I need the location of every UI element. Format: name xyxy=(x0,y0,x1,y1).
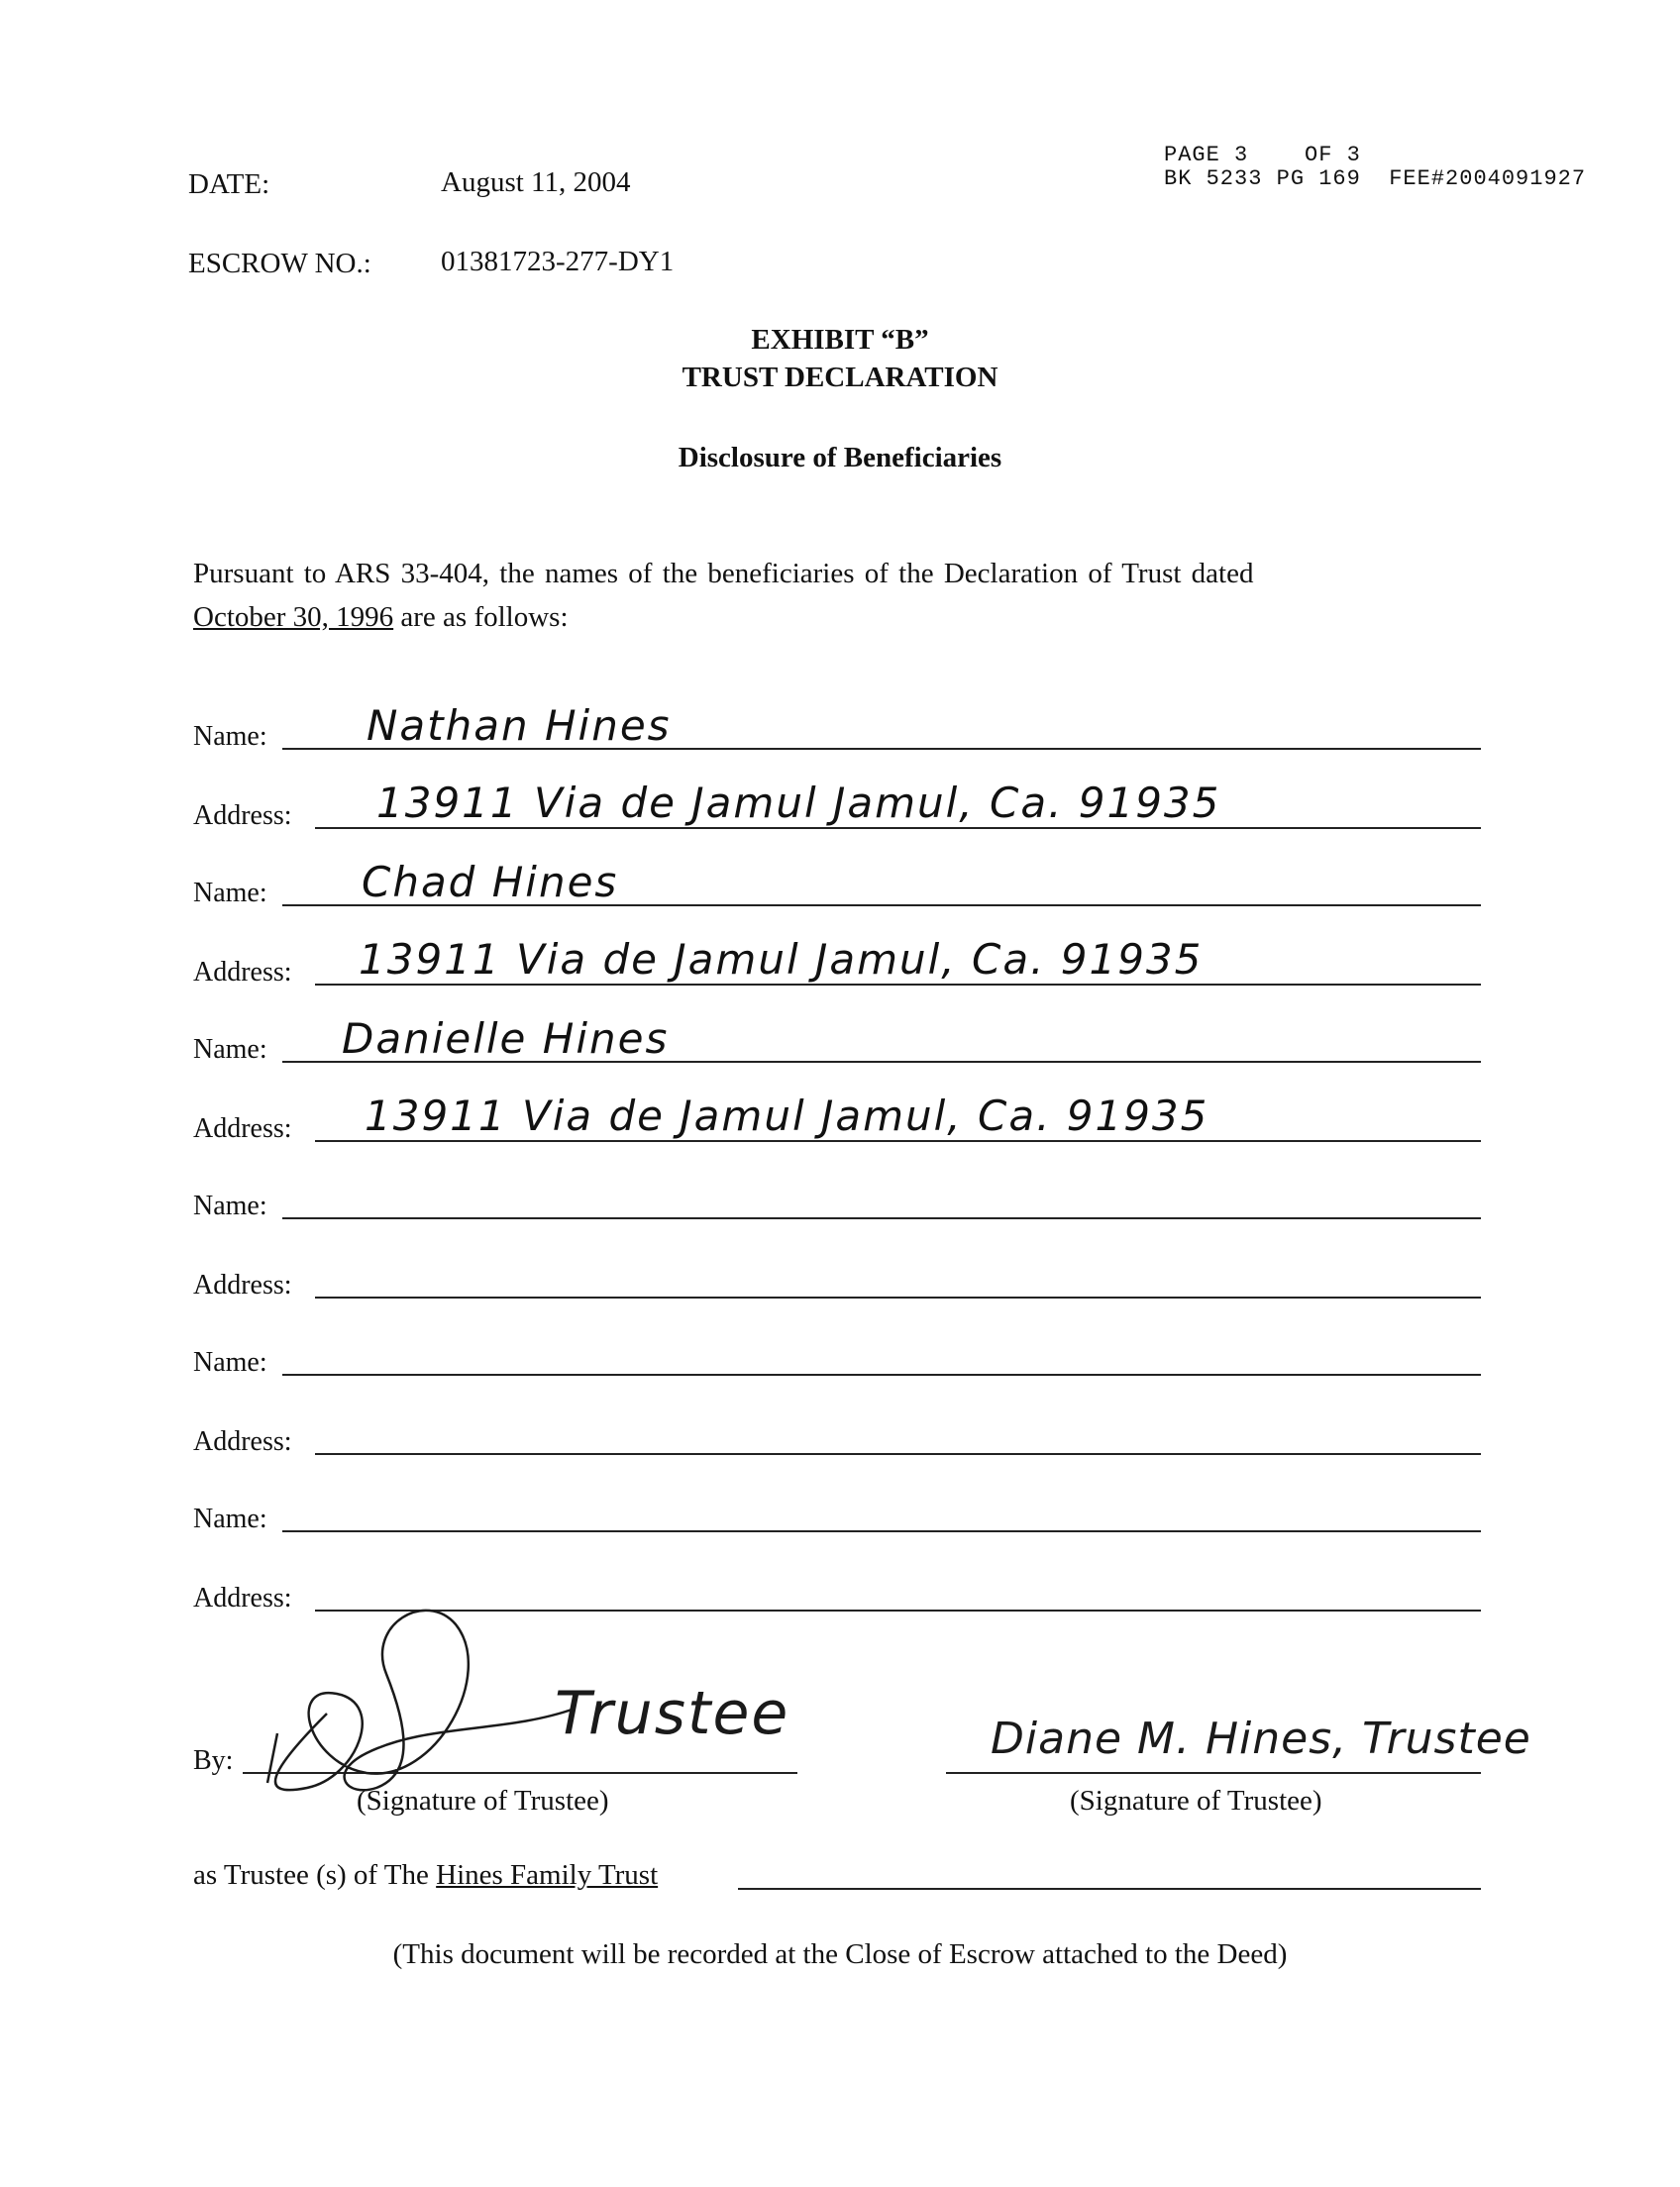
trust-line-text xyxy=(193,1859,658,1892)
beneficiary-address-2: 13911 Via de Jamul Jamul, Ca. 91935 xyxy=(359,935,1204,984)
beneficiary-name-3: Danielle Hines xyxy=(342,1014,670,1063)
intro-line-1: Pursuant to ARS 33-404, the names of the beneficiaries of the Declaration of Trust dated xyxy=(193,558,1254,589)
name-label-4: Name: xyxy=(193,1191,267,1221)
address-line-4 xyxy=(315,1297,1481,1299)
name-label-2: Name: xyxy=(193,878,267,908)
declaration-title: TRUST DECLARATION xyxy=(682,362,998,393)
escrow-value: 01381723-277-DY1 xyxy=(441,246,675,277)
left-signature-text: Trustee xyxy=(555,1679,790,1748)
name-label-1: Name: xyxy=(193,721,267,752)
beneficiary-address-1: 13911 Via de Jamul Jamul, Ca. 91935 xyxy=(376,779,1221,827)
name-label-5: Name: xyxy=(193,1347,267,1378)
address-line-5 xyxy=(315,1453,1481,1455)
name-line-6 xyxy=(282,1530,1481,1532)
trust-date: October 30, 1996 xyxy=(193,601,394,633)
trust-line xyxy=(738,1888,1481,1890)
name-label-6: Name: xyxy=(193,1504,267,1534)
intro-rest: are as follows: xyxy=(393,601,569,633)
beneficiary-name-2: Chad Hines xyxy=(362,858,619,906)
address-label-3: Address: xyxy=(193,1113,292,1144)
escrow-label: ESCROW NO.: xyxy=(188,248,371,279)
trust-name: Hines Family Trust xyxy=(436,1859,659,1891)
name-line-4 xyxy=(282,1217,1481,1219)
address-line-1 xyxy=(315,827,1481,829)
address-label-6: Address: xyxy=(193,1583,292,1614)
signature-caption-left: (Signature of Trustee) xyxy=(357,1785,609,1817)
address-label-1: Address: xyxy=(193,800,292,831)
intro-line-2 xyxy=(193,601,569,634)
name-line-5 xyxy=(282,1374,1481,1376)
name-label-3: Name: xyxy=(193,1034,267,1065)
address-label-4: Address: xyxy=(193,1270,292,1301)
date-label: DATE: xyxy=(188,168,270,200)
footer-note: (This document will be recorded at the Close of Escrow attached to the Deed) xyxy=(392,1938,1288,1970)
disclosure-subtitle: Disclosure of Beneficiaries xyxy=(678,442,1002,473)
signature-line-right xyxy=(946,1772,1481,1774)
exhibit-title: EXHIBIT “B” xyxy=(751,324,929,356)
trust-prefix: as Trustee (s) of The xyxy=(193,1859,437,1891)
address-label-2: Address: xyxy=(193,957,292,988)
signature-caption-right: (Signature of Trustee) xyxy=(1070,1785,1322,1817)
address-line-3 xyxy=(315,1140,1481,1142)
address-label-5: Address: xyxy=(193,1426,292,1457)
date-value: August 11, 2004 xyxy=(441,166,631,198)
recording-stamp-book: BK 5233 PG 169 FEE#2004091927 xyxy=(1164,166,1587,191)
recording-stamp-page: PAGE 3 OF 3 xyxy=(1164,143,1361,167)
beneficiary-address-3: 13911 Via de Jamul Jamul, Ca. 91935 xyxy=(365,1092,1209,1140)
right-signature-text: Diane M. Hines, Trustee xyxy=(991,1714,1531,1764)
address-line-2 xyxy=(315,984,1481,986)
by-label: By: xyxy=(193,1745,234,1776)
beneficiary-name-1: Nathan Hines xyxy=(367,701,672,750)
